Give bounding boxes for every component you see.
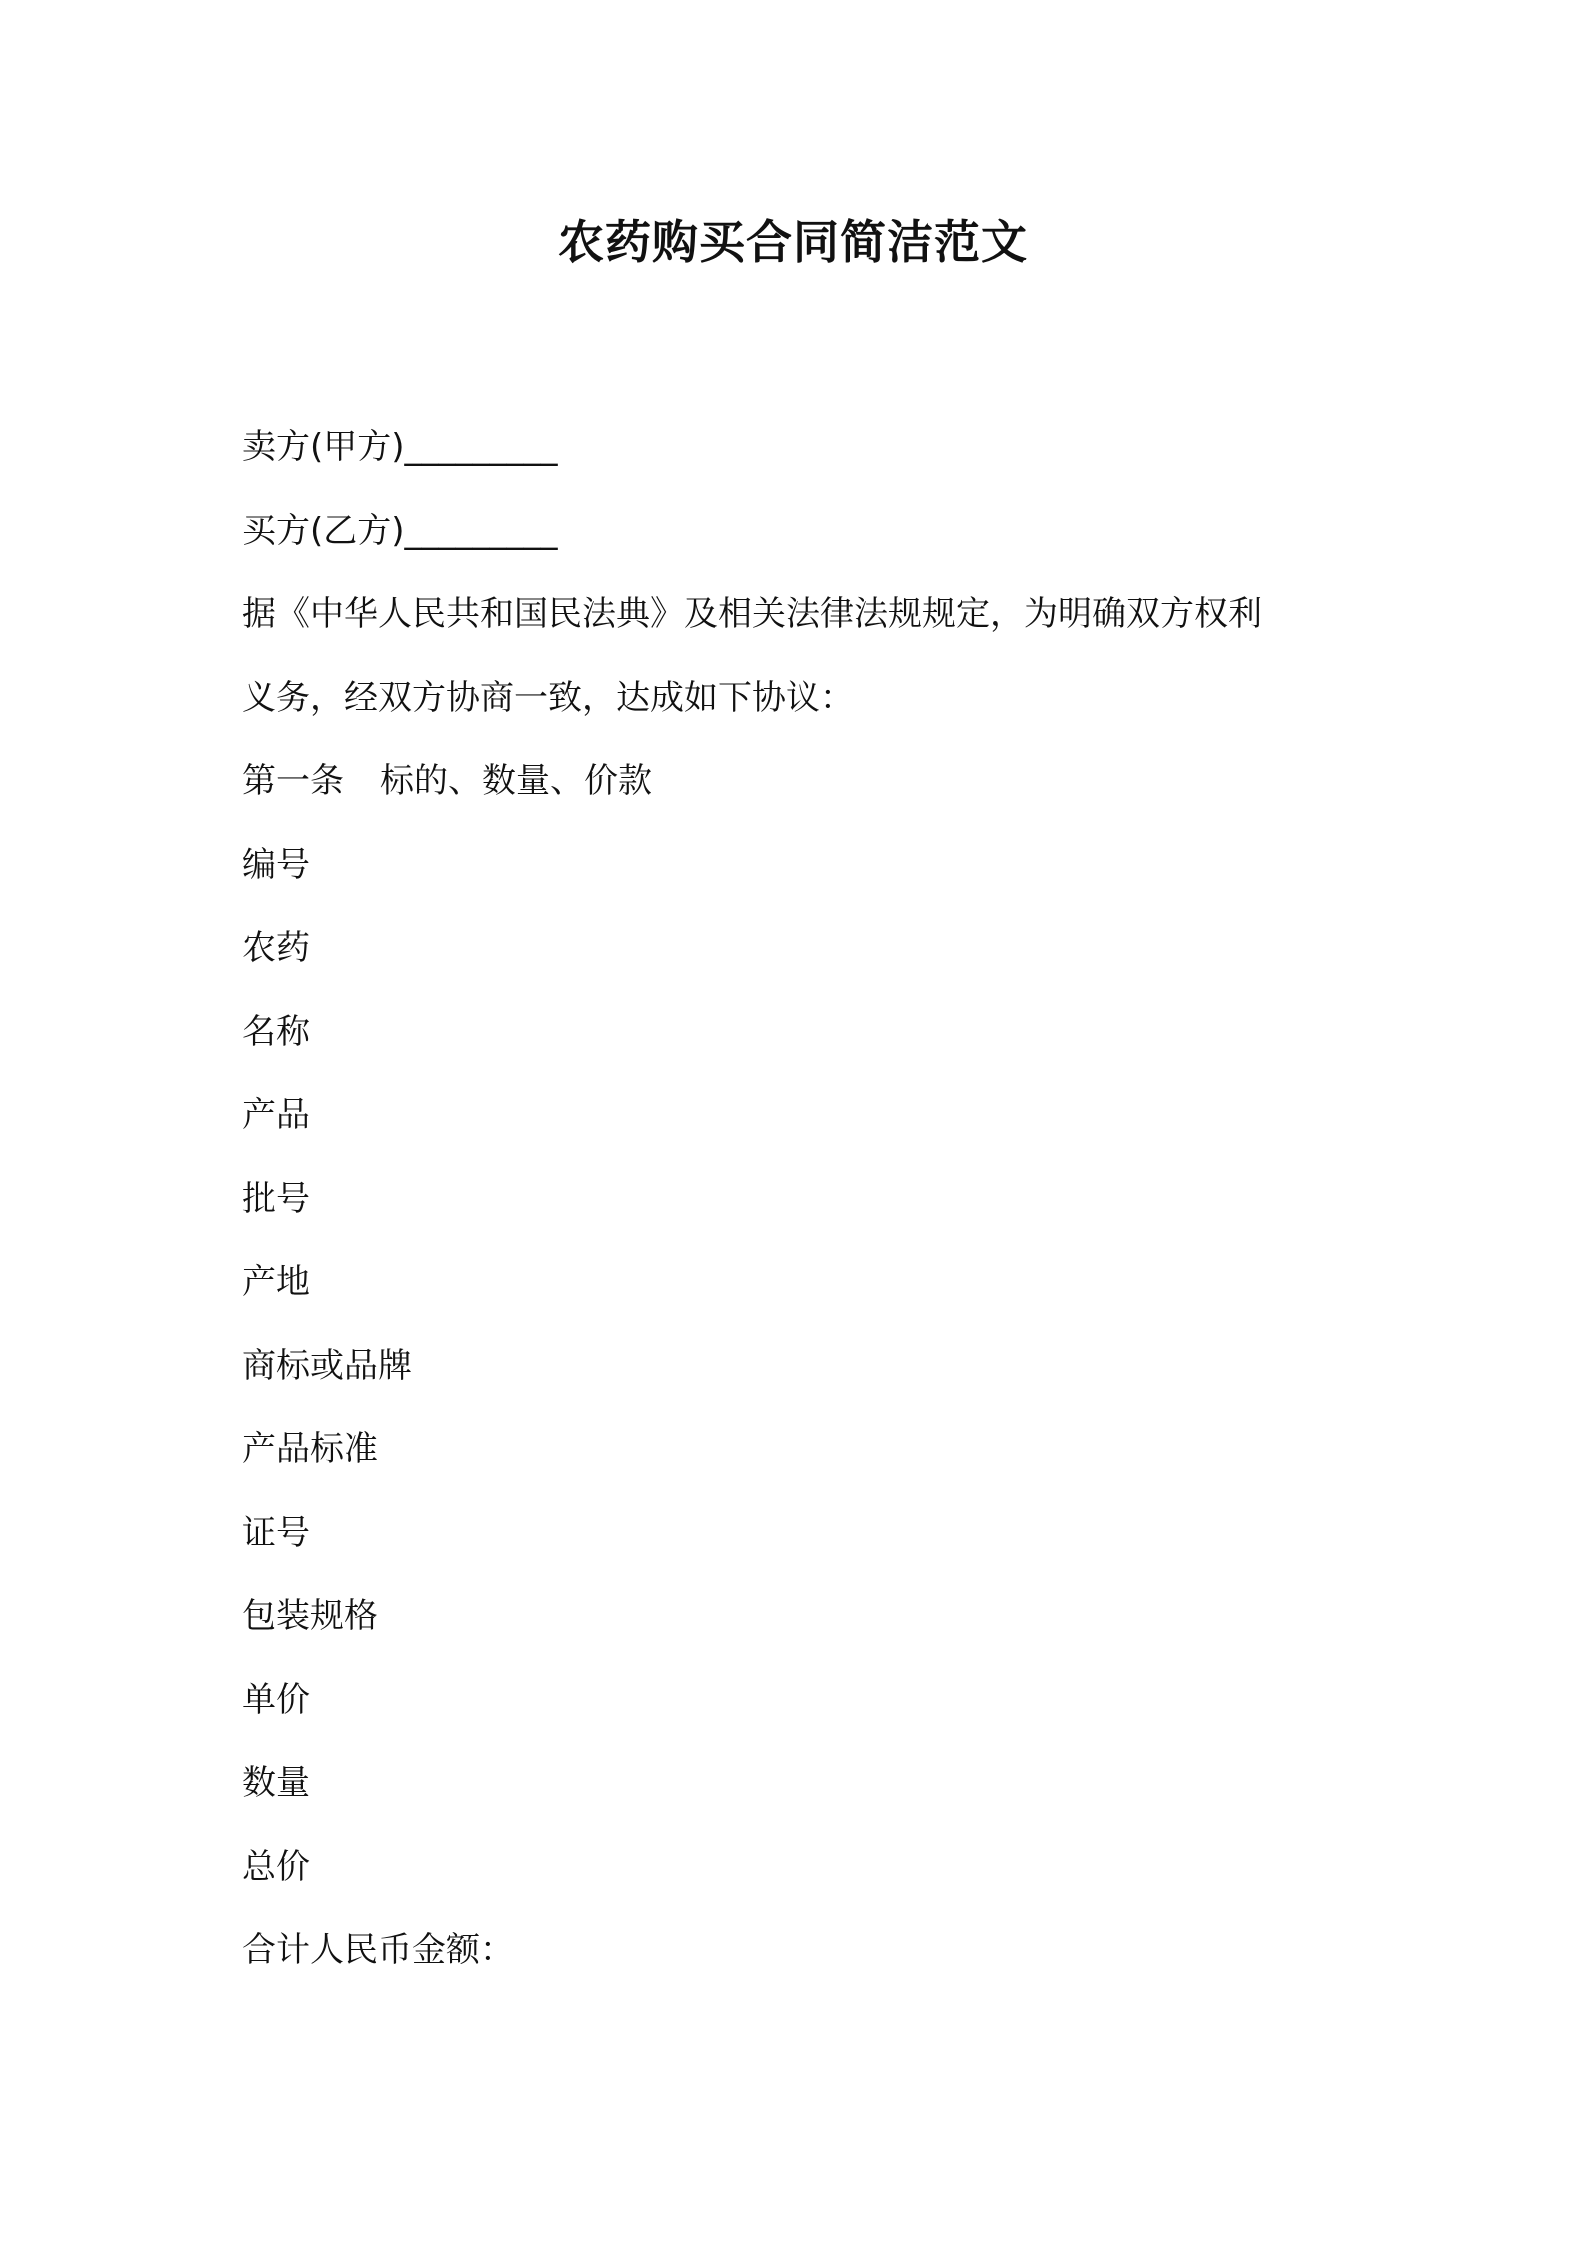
total-amount-line: 合计人民币金额： — [242, 1930, 514, 1970]
buyer-line: 买方(乙方)_________ — [242, 510, 558, 551]
item-line: 产地 — [242, 1262, 310, 1302]
document-title: 农药购买合同简洁范文 — [558, 215, 1028, 269]
item-line: 产品标准 — [242, 1429, 378, 1469]
item-line: 证号 — [242, 1512, 310, 1553]
item-line: 商标或品牌 — [242, 1345, 412, 1386]
item-line: 包装规格 — [242, 1596, 378, 1636]
item-line: 名称 — [242, 1011, 310, 1052]
item-line: 产品 — [242, 1095, 310, 1135]
item-line: 编号 — [242, 844, 310, 885]
article-1-heading — [242, 740, 1372, 824]
item-line: 数量 — [242, 1763, 310, 1803]
preamble-line-2: 义务，经双方协商一致，达成如下协议： — [242, 677, 854, 718]
preamble-line-1: 据《中华人民共和国民法典》及相关法律法规规定，为明确双方权利 — [242, 594, 1262, 634]
seller-line: 卖方(甲方)_________ — [242, 427, 558, 467]
article-1-number: 第一条 — [242, 761, 344, 801]
item-line: 总价 — [242, 1846, 310, 1887]
item-line: 单价 — [242, 1679, 310, 1720]
item-line: 批号 — [242, 1178, 310, 1219]
document-body — [242, 406, 1372, 1993]
item-line: 农药 — [242, 928, 310, 968]
article-1-title: 标的、数量、价款 — [380, 761, 652, 801]
